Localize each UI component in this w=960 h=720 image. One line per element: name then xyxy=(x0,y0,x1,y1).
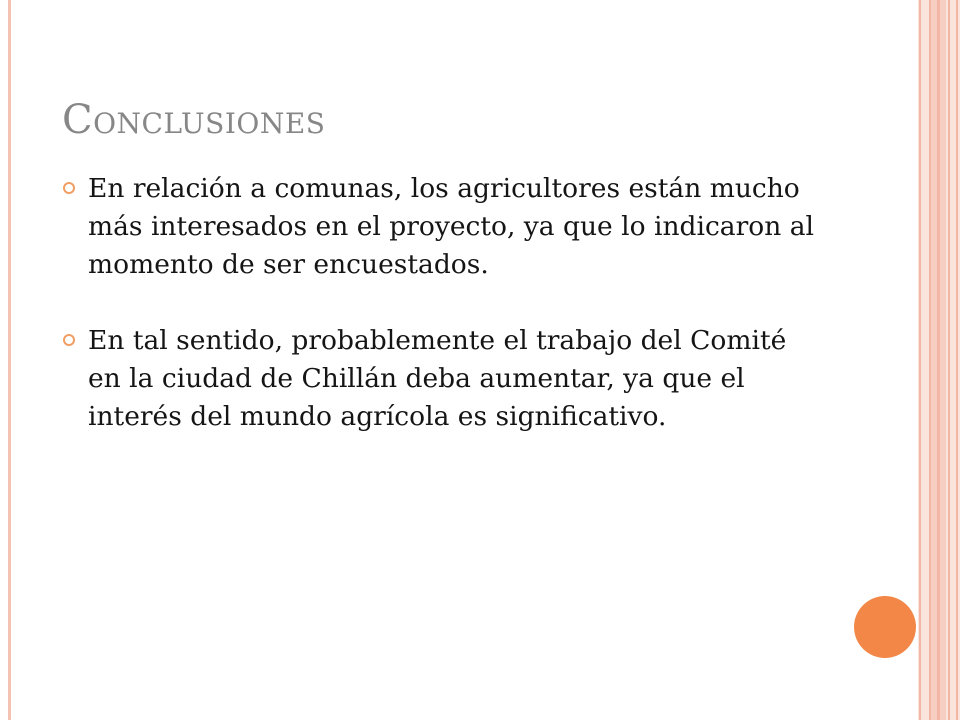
bullet-text: En tal sentido, probablemente el trabajo del Comité en la ciudad de Chillán deba aumentar, ya que el interés del mundo agrícola es significativo. xyxy=(88,325,787,432)
right-frame-line xyxy=(937,0,940,720)
hollow-circle-bullet-icon xyxy=(63,334,75,346)
right-frame-line xyxy=(919,0,921,720)
right-frame-line xyxy=(948,0,950,720)
right-frame-line xyxy=(956,0,958,720)
bullet-item xyxy=(62,170,822,284)
left-frame-line xyxy=(8,0,11,720)
hollow-circle-bullet-icon xyxy=(63,182,75,194)
bullet-item xyxy=(62,322,822,436)
bullet-list xyxy=(62,170,822,474)
orange-circle-icon xyxy=(854,596,916,658)
bullet-text: En relación a comunas, los agricultores están mucho más interesados en el proyecto, ya que lo indicaron al momento de ser encuestados. xyxy=(88,173,814,280)
slide-title: Conclusiones xyxy=(62,97,326,143)
